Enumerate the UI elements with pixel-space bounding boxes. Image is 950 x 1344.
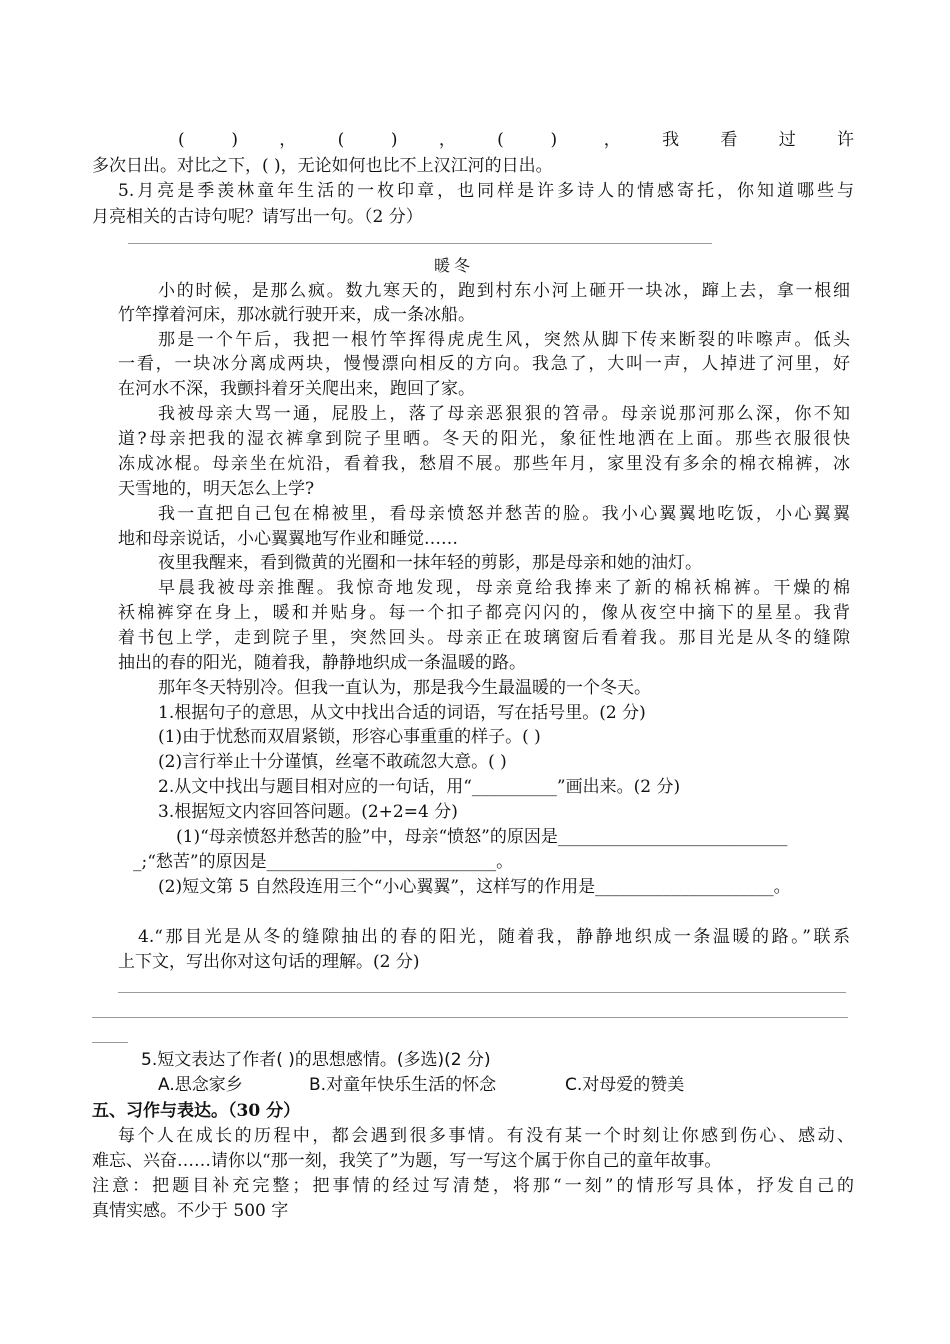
question-3: 3.根据短文内容回答问题。(2+2=4 分): [158, 802, 458, 822]
passage-title: 暖冬: [434, 256, 475, 275]
question-4-line-2: 上下文，写出你对这句话的理解。(2 分): [118, 952, 420, 972]
passage-line: 夜里我醒来，看到微黄的光圈和一抹年轻的剪影，那是母亲和她的油灯。: [158, 553, 702, 573]
passage-line: 小的时候，是那么疯。数九寒天的，跑到村东小河上砸开一块冰，蹿上去，拿一根细: [158, 281, 850, 301]
question-1-2[interactable]: (2)言行举止十分谨慎，丝毫不敢疏忽大意。( ): [158, 752, 507, 772]
passage-line: 我被母亲大骂一通，屁股上，落了母亲恶狠狠的笤帚。母亲说那河那么深，你不知: [158, 404, 850, 424]
answer-line[interactable]: [128, 243, 712, 244]
passage-line: 那是一个午后，我把一根竹竿挥得虎虎生风，突然从脚下传来断裂的咔嚓声。低头: [158, 330, 850, 350]
passage-line: 天雪地的，明天怎么上学?: [118, 479, 315, 499]
passage-line: 我一直把自己包在棉被里，看母亲愤怒并愁苦的脸。我小心翼翼地吃饭，小心翼翼: [158, 504, 850, 524]
writing-prompt-line: 真情实感。不少于 500 字: [92, 1201, 289, 1221]
question-3-2[interactable]: (2)短文第 5 自然段连用三个“小心翼翼”，这样写的作用是_____________________。: [158, 877, 791, 897]
section-5-heading: 五、习作与表达。（30 分）: [92, 1101, 301, 1121]
question-1: 1.根据句子的意思，从文中找出合适的词语，写在括号里。(2 分): [158, 703, 646, 723]
question-1-1[interactable]: (1)由于忧愁而双眉紧锁，形容心事重重的样子。( ): [158, 727, 541, 747]
option-c[interactable]: C.对母爱的赞美: [565, 1075, 685, 1095]
question-2: 2.从文中找出与题目相对应的一句话，用“__________”画出来。(2 分): [158, 777, 681, 797]
passage-line: 那年冬天特别冷。但我一直认为，那是我今生最温暖的一个冬天。: [158, 678, 651, 698]
option-b[interactable]: B.对童年快乐生活的怀念: [309, 1075, 497, 1095]
question-5[interactable]: 5.短文表达了作者( )的思想感情。(多选)(2 分): [141, 1050, 491, 1070]
passage-line: 袄棉裤穿在身上，暖和并贴身。每一个扣子都亮闪闪的，像从夜空中摘下的星星。我背: [118, 603, 850, 623]
answer-line[interactable]: [118, 992, 846, 993]
passage-line: 抽出的春的阳光，随着我，静静地织成一条温暖的路。: [118, 653, 526, 673]
question-4-line-1: 4.“那目光是从冬的缝隙抽出的春的阳光，随着我，静静地织成一条温暖的路。”联系: [138, 927, 850, 947]
q5-moon-question-line-1: 5.月亮是季羡林童年生活的一枚印章，也同样是许多诗人的情感寄托，你知道哪些与: [118, 181, 854, 201]
question-3-1[interactable]: (1)“母亲愤怒并愁苦的脸”中，母亲“愤怒”的原因是___________________________: [176, 827, 788, 847]
passage-line: 竹竿撑着河床，那冰就行驶开来，成一条冰船。: [118, 305, 475, 325]
passage-line: 一看，一块冰分离成两块，慢慢漂向相反的方向。我急了，大叫一声，人掉进了河里，好: [118, 354, 850, 374]
answer-line[interactable]: [92, 1017, 848, 1018]
passage-line: 冻成冰棍。母亲坐在炕沿，看着我，愁眉不展。那些年月，家里没有多余的棉衣棉裤，冰: [118, 454, 850, 474]
writing-prompt-line: 注意：把题目补充完整；把事情的经过写清楚，将那“一刻”的情形写具体，抒发自己的: [92, 1176, 854, 1196]
writing-prompt-line: 每个人在成长的历程中，都会遇到很多事情。有没有某一个时刻让你感到伤心、感动、: [118, 1126, 854, 1146]
q4-fill-line-2: 多次日出。对比之下，( )，无论如何也比不上汉江河的日出。: [92, 156, 553, 176]
answer-line[interactable]: [92, 1042, 128, 1043]
question-3-1-continued[interactable]: _;“愁苦”的原因是___________________________。: [133, 852, 514, 872]
passage-line: 在河水不深，我颤抖着牙关爬出来，跑回了家。: [118, 379, 475, 399]
passage-line: 地和母亲说话，小心翼翼地写作业和睡觉……: [118, 529, 458, 549]
q4-fill-line-1: ( )，( )，( ) ，我看过许: [178, 130, 854, 150]
writing-prompt-line: 难忘、兴奋……请你以“那一刻，我笑了”为题，写一写这个属于你自己的童年故事。: [92, 1151, 722, 1171]
passage-line: 早晨我被母亲推醒。我惊奇地发现，母亲竟给我捧来了新的棉袄棉裤。干燥的棉: [158, 578, 850, 598]
passage-line: 道?母亲把我的湿衣裤拿到院子里晒。冬天的阳光，象征性地洒在上面。那些衣服很快: [118, 429, 850, 449]
option-a[interactable]: A.思念家乡: [158, 1075, 243, 1095]
passage-line: 着书包上学，走到院子里，突然回头。母亲正在玻璃窗后看着我。那目光是从冬的缝隙: [118, 628, 850, 648]
q5-moon-question-line-2: 月亮相关的古诗句呢？请写出一句。（2 分）: [92, 207, 423, 227]
